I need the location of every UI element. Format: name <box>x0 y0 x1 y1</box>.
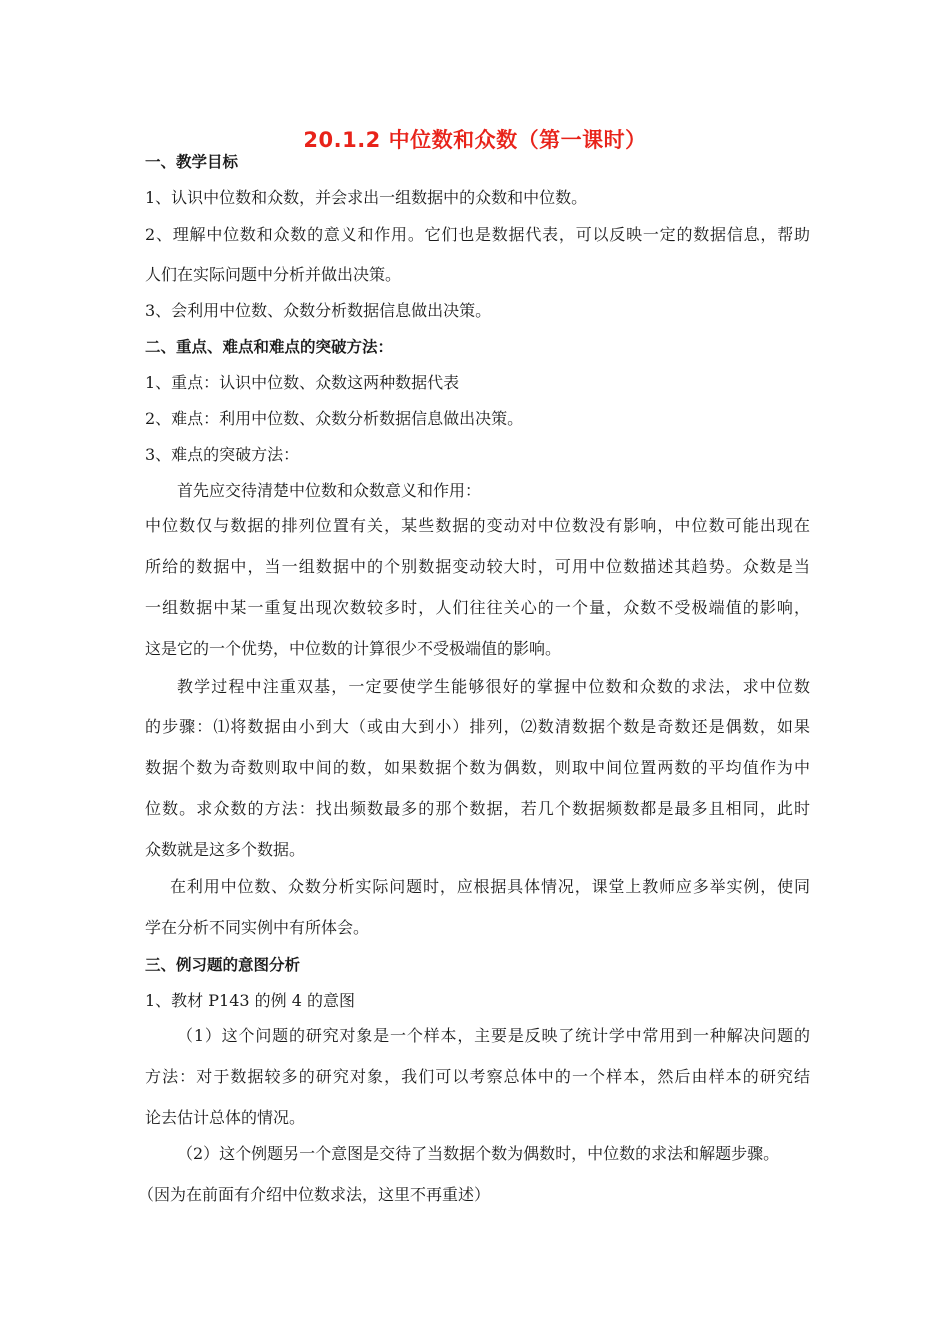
practice-paragraph-line-2: 学在分析不同实例中有所体会。 <box>145 918 370 937</box>
goal-item-2-line-1: 2、理解中位数和众数的意义和作用。它们也是数据代表，可以反映一定的数据信息，帮助 <box>145 225 810 244</box>
goal-item-2-line-2: 人们在实际问题中分析并做出决策。 <box>145 265 402 284</box>
example-paragraph-2-line-1: （2）这个例题另一个意图是交待了当数据个数为偶数时，中位数的求法和解题步骤。 <box>177 1144 780 1163</box>
goal-item-3: 3、会利用中位数、众数分析数据信息做出决策。 <box>145 301 492 320</box>
section-heading-example-analysis: 三、例习题的意图分析 <box>145 956 301 974</box>
method-intro: 首先应交待清楚中位数和众数意义和作用： <box>177 481 482 500</box>
practice-paragraph-line-1: 在利用中位数、众数分析实际问题时，应根据具体情况，课堂上教师应多举实例，使同 <box>170 877 810 896</box>
key-point-item-3: 3、难点的突破方法： <box>145 445 300 464</box>
steps-paragraph-line-1: 教学过程中注重双基，一定要使学生能够很好的掌握中位数和众数的求法，求中位数 <box>177 677 810 696</box>
example-paragraph-1-line-2: 方法：对于数据较多的研究对象，我们可以考察总体中的一个样本，然后由样本的研究结 <box>145 1067 810 1086</box>
example-paragraph-1-line-1: （1）这个问题的研究对象是一个样本，主要是反映了统计学中常用到一种解决问题的 <box>177 1026 810 1045</box>
example-paragraph-1-line-3: 论去估计总体的情况。 <box>145 1108 306 1127</box>
goal-item-1: 1、认识中位数和众数，并会求出一组数据中的众数和中位数。 <box>145 188 588 207</box>
example-item-1: 1、教材 P143 的例 4 的意图 <box>145 991 356 1010</box>
key-point-item-1: 1、重点：认识中位数、众数这两种数据代表 <box>145 373 460 392</box>
key-point-item-2: 2、难点：利用中位数、众数分析数据信息做出决策。 <box>145 409 524 428</box>
steps-paragraph-line-4: 位数。求众数的方法：找出频数最多的那个数据，若几个数据频数都是最多且相同，此时 <box>145 799 810 818</box>
median-paragraph-line-1: 中位数仅与数据的排列位置有关，某些数据的变动对中位数没有影响，中位数可能出现在 <box>145 516 810 535</box>
section-heading-teaching-goals: 一、教学目标 <box>145 153 239 171</box>
median-paragraph-line-2: 所给的数据中，当一组数据中的个别数据变动较大时，可用中位数描述其趋势。众数是当 <box>145 557 810 576</box>
section-heading-key-points: 二、重点、难点和难点的突破方法： <box>145 338 394 356</box>
steps-paragraph-line-5: 众数就是这多个数据。 <box>145 840 306 859</box>
median-paragraph-line-4: 这是它的一个优势，中位数的计算很少不受极端值的影响。 <box>145 639 562 658</box>
median-paragraph-line-3: 一组数据中某一重复出现次数较多时，人们往往关心的一个量，众数不受极端值的影响， <box>145 598 810 617</box>
example-paragraph-2-line-2: （因为在前面有介绍中位数求法，这里不再重述） <box>138 1185 491 1204</box>
steps-paragraph-line-3: 数据个数为奇数则取中间的数，如果数据个数为偶数，则取中间位置两数的平均值作为中 <box>145 758 810 777</box>
steps-paragraph-line-2: 的步骤：⑴将数据由小到大（或由大到小）排列，⑵数清数据个数是奇数还是偶数，如果 <box>145 717 810 736</box>
document-title: 20.1.2 中位数和众数（第一课时） <box>303 128 647 152</box>
